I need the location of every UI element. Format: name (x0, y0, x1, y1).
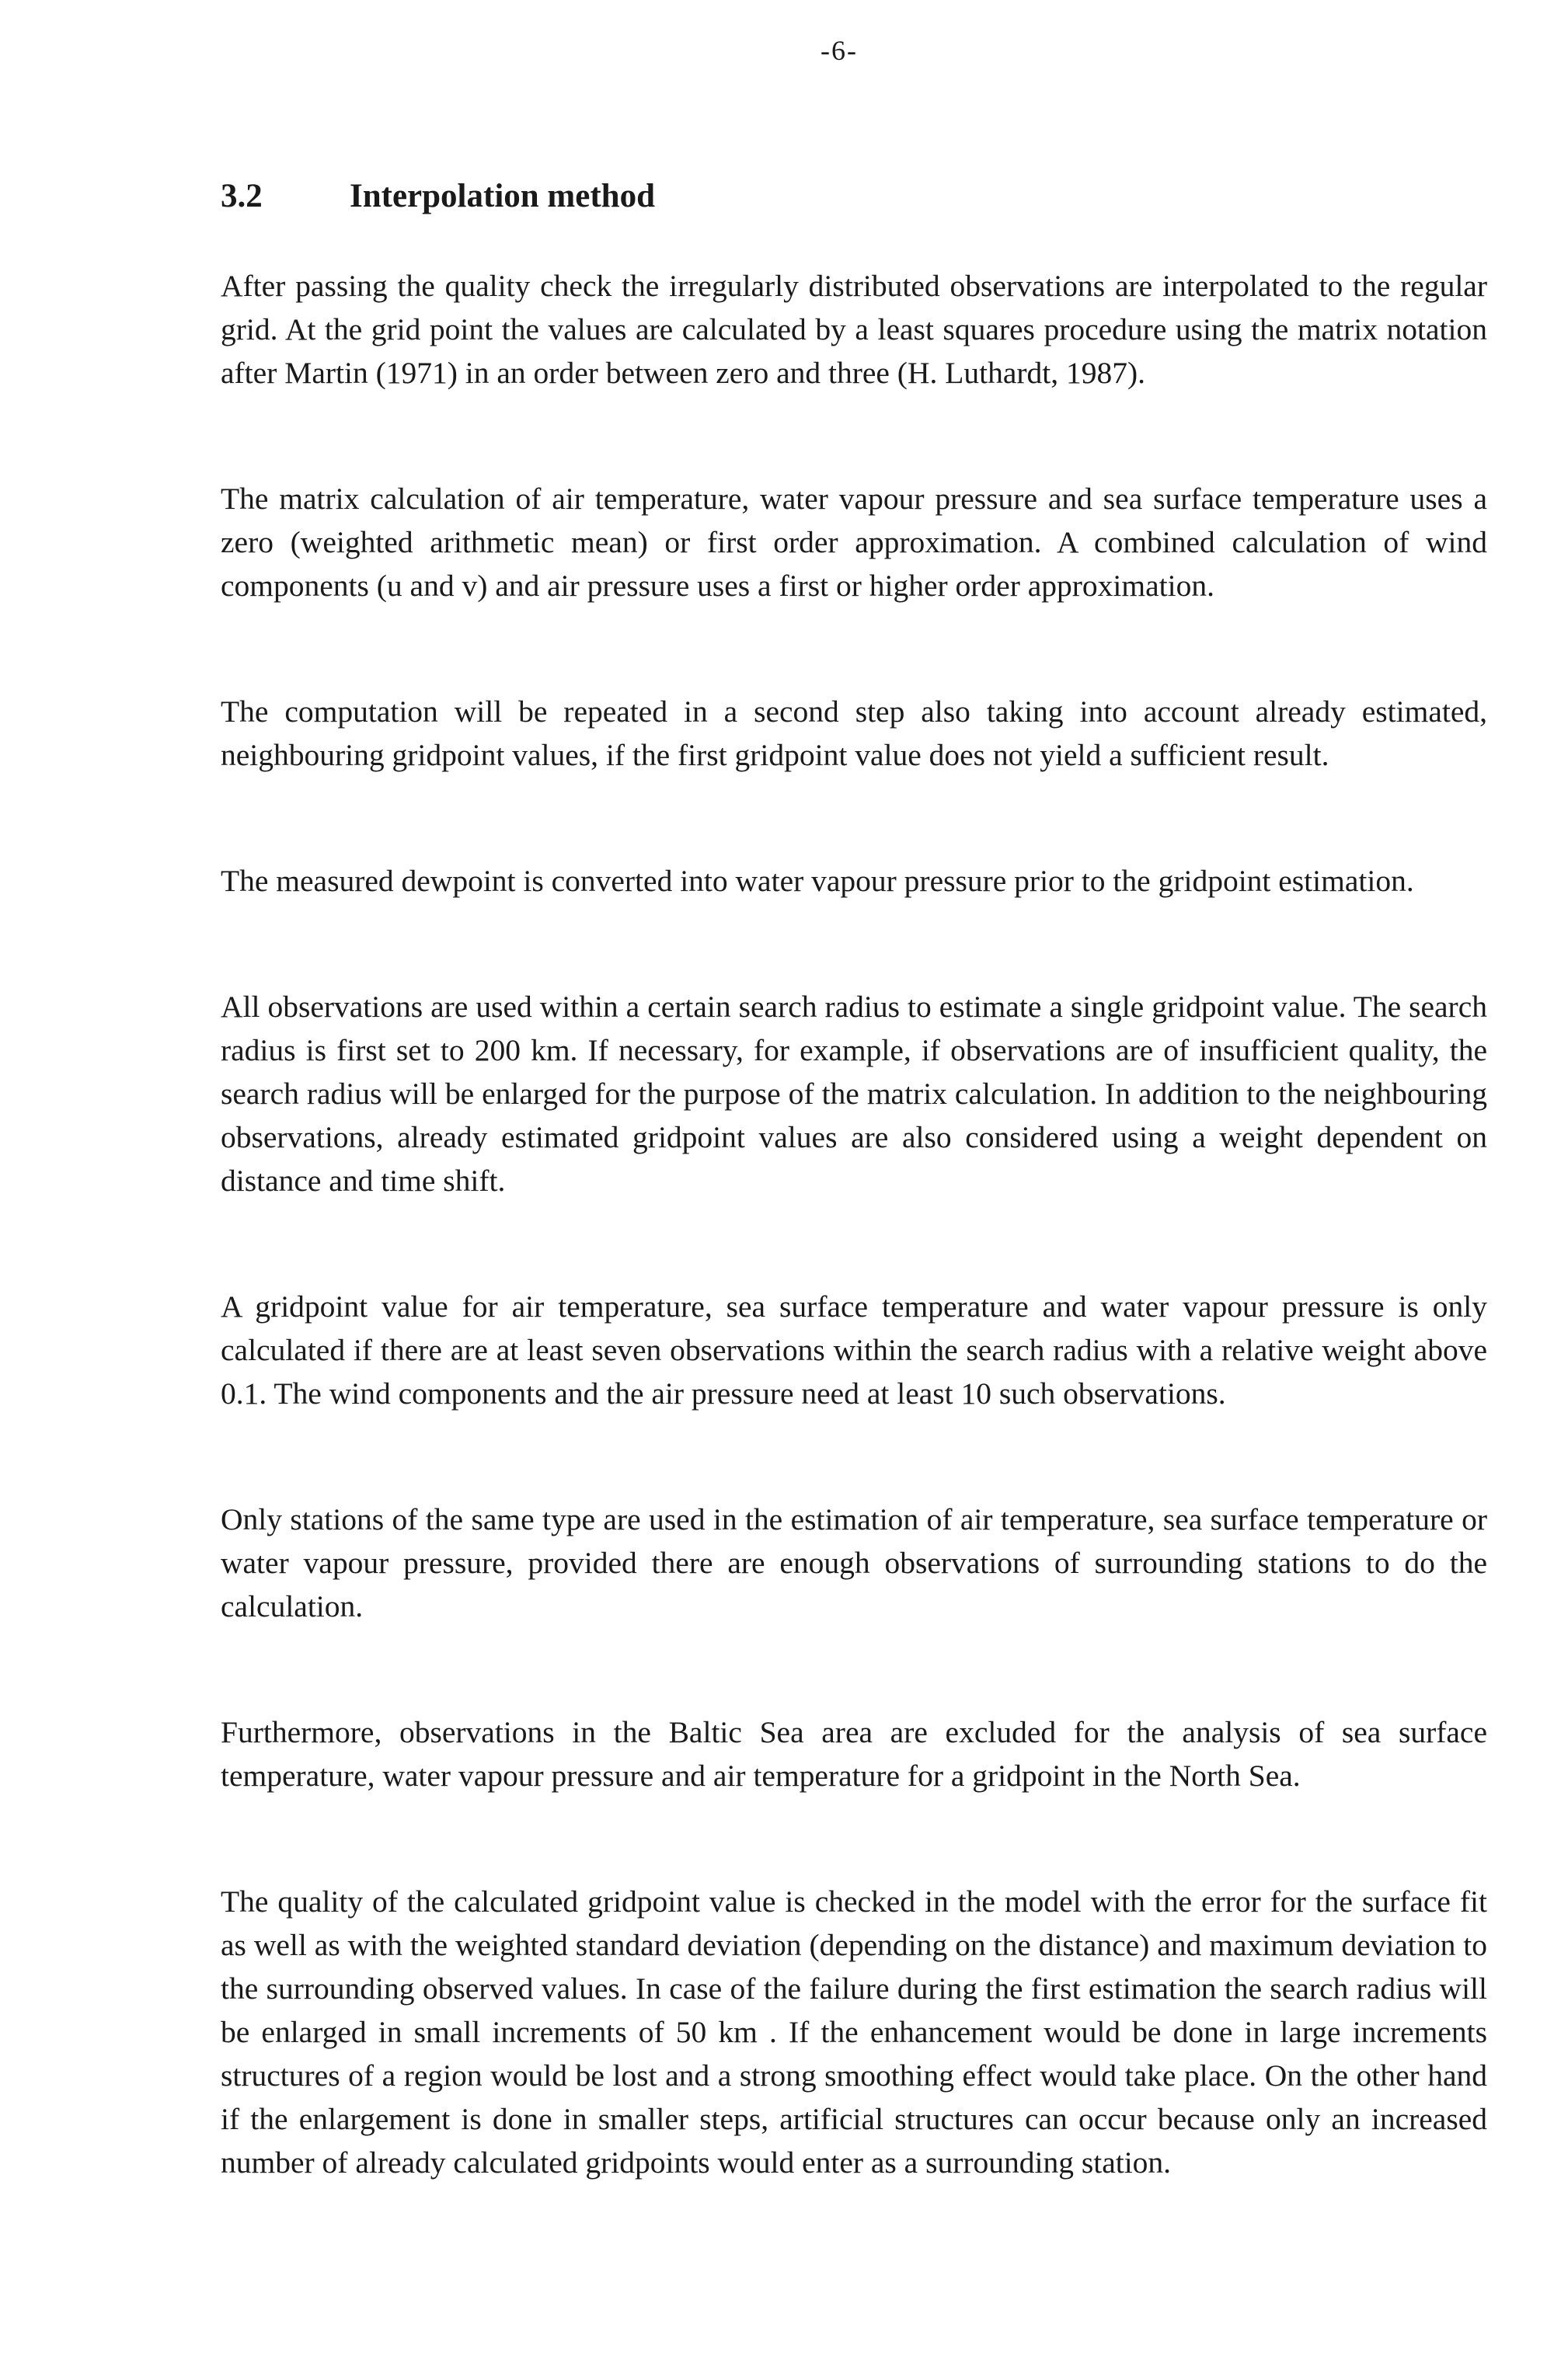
paragraph-station-type: Only stations of the same type are used in the estimation of air temperature, sea surface temperature or water vapour pressure, provided there are enough observations of surrounding stations to do the calculation. (221, 1502, 1487, 1623)
paragraph-baltic-exclusion: Furthermore, observations in the Baltic Sea area are excluded for the analysis of sea surface temperature, water vapour pressure and air temperature for a gridpoint in the North Sea. (221, 1715, 1487, 1793)
paragraph-search-radius: All observations are used within a certain search radius to estimate a single gridpoint value. The search radius is first set to 200 km. If necessary, for example, if observations are of insufficient quality, the search radius will be enlarged for the purpose of the matrix calculation. In addition to the neighbouring observations, already estimated gridpoint values are also considered using a weight dependent on distance and time shift. (221, 990, 1487, 1198)
paragraph-dewpoint-conversion: The measured dewpoint is converted into water vapour pressure prior to the gridpoint estimation. (221, 864, 1414, 898)
paragraph-quality-check: The quality of the calculated gridpoint value is checked in the model with the error for the surface fit as well as with the weighted standard deviation (depending on the distance) and maximum deviation to the surrounding observed values. In case of the failure during the first estimation the search radius will be enlarged in small increments of 50 km . If the enhancement would be done in large increments structures of a region would be lost and a strong smoothing effect would take place. On the other hand if the enlargement is done in smaller steps, artificial structures can occur because only an increased number of already calculated gridpoints would enter as a surrounding station. (221, 1884, 1487, 2180)
paragraph-repeated-computation: The computation will be repeated in a second step also taking into account already estimated, neighbouring gridpoint values, if the first gridpoint value does not yield a sufficient result. (221, 694, 1487, 772)
section-title: Interpolation method (350, 178, 655, 214)
paragraph-interpolation-intro: After passing the quality check the irregularly distributed observations are interpolated to the regular grid. At the grid point the values are calculated by a least squares procedure using the matrix notation after Martin (1971) in an order between zero and three (H. Luthardt, 1987). (221, 269, 1487, 390)
section-number: 3.2 (221, 178, 263, 214)
section-heading (221, 177, 655, 215)
paragraph-matrix-calculation: The matrix calculation of air temperature, water vapour pressure and sea surface temperature uses a zero (weighted arithmetic mean) or first order approximation. A combined calculation of wind components (u and v) and air pressure uses a first or higher order approximation. (221, 482, 1487, 603)
paragraph-minimum-observations: A gridpoint value for air temperature, sea surface temperature and water vapour pressure is only calculated if there are at least seven observations within the search radius with a relative weight above 0.1. The wind components and the air pressure need at least 10 such observations. (221, 1289, 1487, 1411)
page-number: -6- (821, 35, 858, 66)
body-text (221, 264, 1487, 2267)
